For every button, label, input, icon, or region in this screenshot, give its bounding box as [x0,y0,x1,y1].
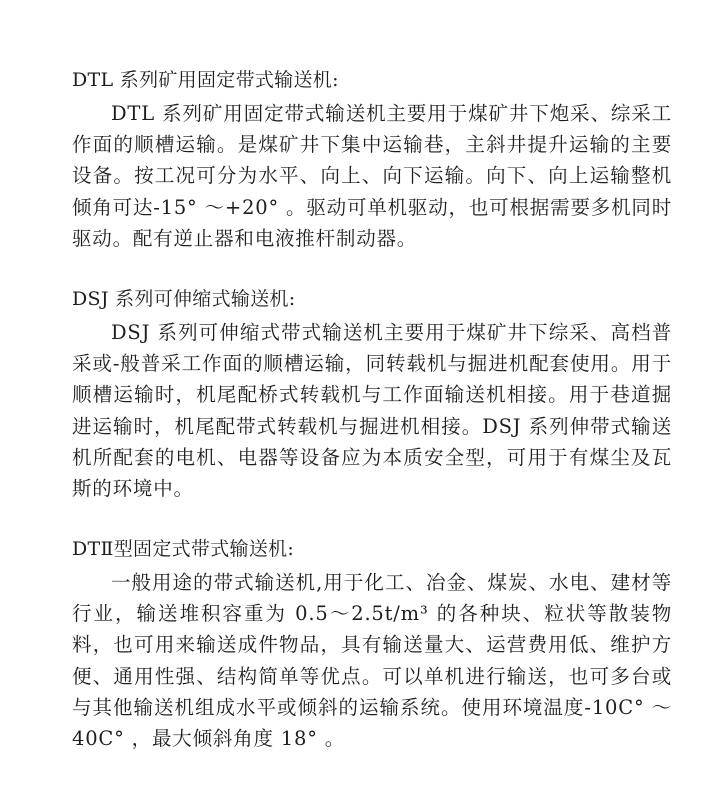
section-title: DTL 系列矿用固定带式输送机: [72,69,339,91]
section-dt2-conveyor [72,534,672,754]
section-title: DSJ 系列可伸缩式输送机: [72,288,296,310]
section-body: DSJ 系列可伸缩式带式输送机主要用于煤矿井下综采、高档普采或-般普采工作面的顺槽运输，同转载机与掘进机配套使用。用于顺槽运输时，机尾配桥式转载机与工作面输送机相接。用于巷道掘进运输时，机尾配带式转载机与掘进机相接。DSJ 系列伸带式输送机所配套的电机、电器等设备应为本质安全型，可用于有煤尘及瓦斯的环境中。 [72,321,672,501]
section-body: DTL 系列矿用固定带式输送机主要用于煤矿井下炮采、综采工作面的顺槽运输。是煤矿井下集中运输巷，主斜井提升运输的主要设备。按工况可分为水平、向上、向下运输。向下、向上运输整机倾角可达-15° ～+20° 。驱动可单机驱动，也可根据需要多机同时驱动。配有逆止器和电液推杆制动器。 [72,102,672,250]
section-dsj-conveyor [72,284,672,504]
section-body: 一般用途的带式输送机,用于化工、冶金、煤炭、水电、建材等行业，输送堆积容重为 0.5～2.5t/m³ 的各种块、粒状等散装物料，也可用来输送成件物品，具有输送量大、运营费用低、维护方便、通用性强、结构简单等优点。可以单机进行输送，也可多台或与其他输送机组成水平或倾斜的运输系统。使用环境温度-10C° ～40C° ，最大倾斜角度 18° 。 [72,571,672,751]
section-title: DTⅡ型固定式带式输送机: [72,538,295,560]
section-dtl-conveyor [72,65,672,254]
